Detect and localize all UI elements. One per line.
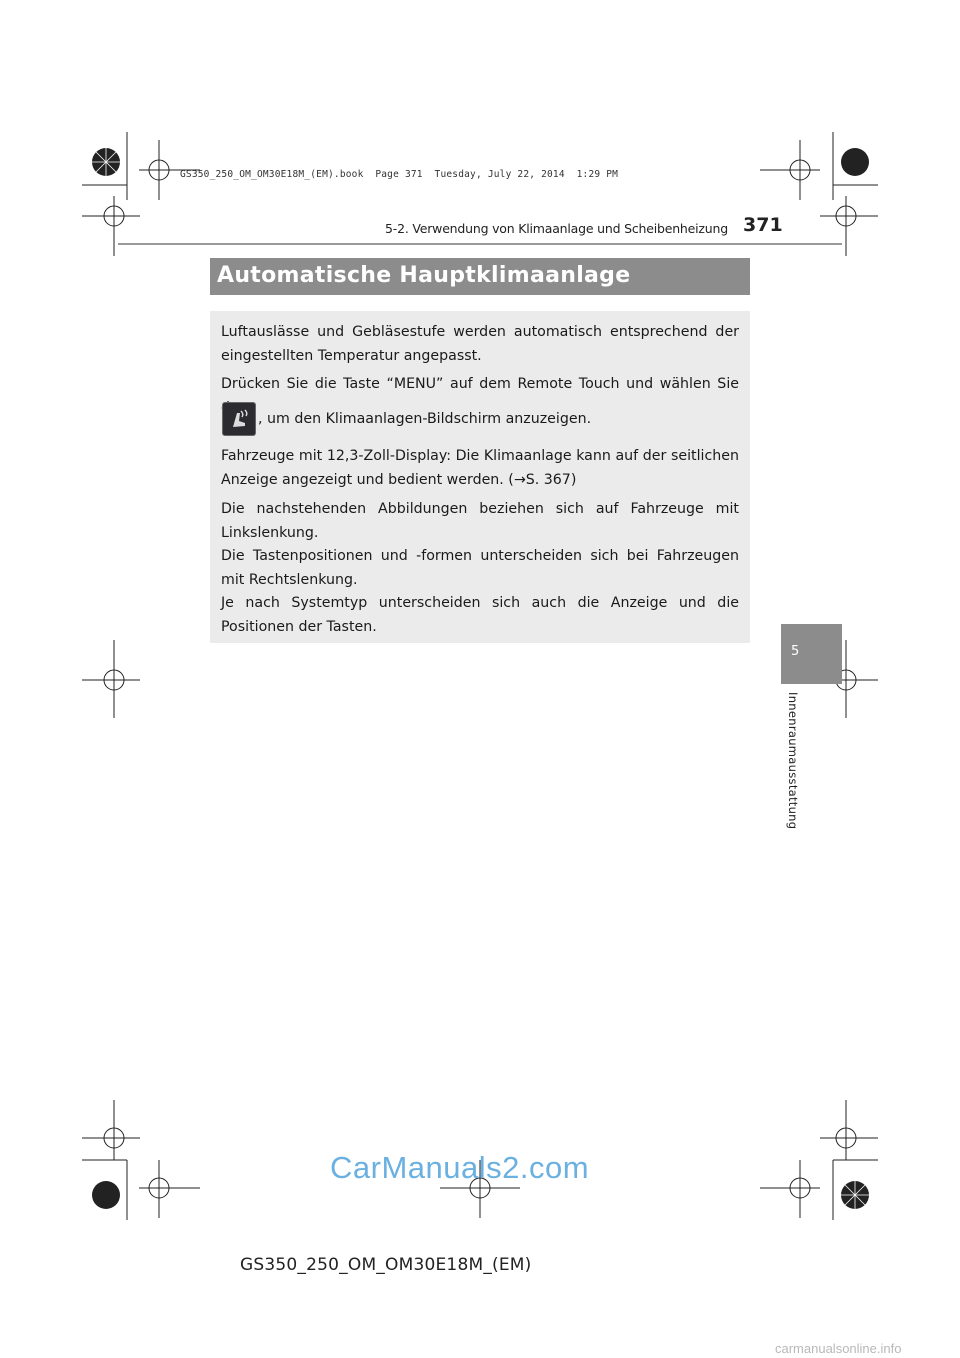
info-paragraph-2: Drücken Sie die Taste “MENU” auf dem Remote Touch und wählen Sie: [221, 376, 739, 392]
chapter-number: 5: [791, 644, 800, 659]
watermark: CarManuals2.com: [330, 1150, 590, 1185]
info-paragraph-1: Luftauslässe und Gebläsestufe werden automatisch entsprechend der eingestellten Temperatur angepasst.: [221, 324, 739, 364]
info-box: [210, 311, 750, 643]
print-info: GS350_250_OM_OM30E18M_(EM).book Page 371 Tuesday, July 22, 2014 1:29 PM: [180, 169, 619, 180]
page-number: 371: [743, 214, 783, 236]
bottom-site-watermark: carmanualsonline.info: [775, 1341, 902, 1356]
info-line-4c: Je nach Systemtyp unterscheiden sich auch die Anzeige und die Positionen der Tasten.: [221, 595, 739, 635]
section-header: 5-2. Verwendung von Klimaanlage und Scheibenheizung: [385, 221, 728, 236]
info-paragraph-3: Fahrzeuge mit 12,3-Zoll-Display: Die Klimaanlage kann auf der seitlichen Anzeige angezeigt und bedient werden. (→S. 367): [221, 448, 739, 488]
info-paragraph-4: [221, 498, 739, 639]
climate-seat-icon: [222, 402, 256, 436]
page-title: Automatische Hauptklimaanlage: [217, 263, 631, 288]
title-bar: [210, 258, 750, 295]
info-line-4a: Die nachstehenden Abbildungen beziehen sich auf Fahrzeuge mit Linkslenkung.: [221, 501, 739, 541]
info-paragraph-2-cont: , um den Klimaanlagen-Bildschirm anzuzeigen.: [258, 411, 592, 427]
footer-code: GS350_250_OM_OM30E18M_(EM): [240, 1255, 532, 1275]
chapter-label: Innenraumausstattung: [786, 692, 800, 830]
info-line-4b: Die Tastenpositionen und -formen unterscheiden sich bei Fahrzeugen mit Rechtslenkung.: [221, 548, 739, 588]
header-rule: [118, 243, 842, 245]
chapter-tab: [781, 624, 842, 684]
